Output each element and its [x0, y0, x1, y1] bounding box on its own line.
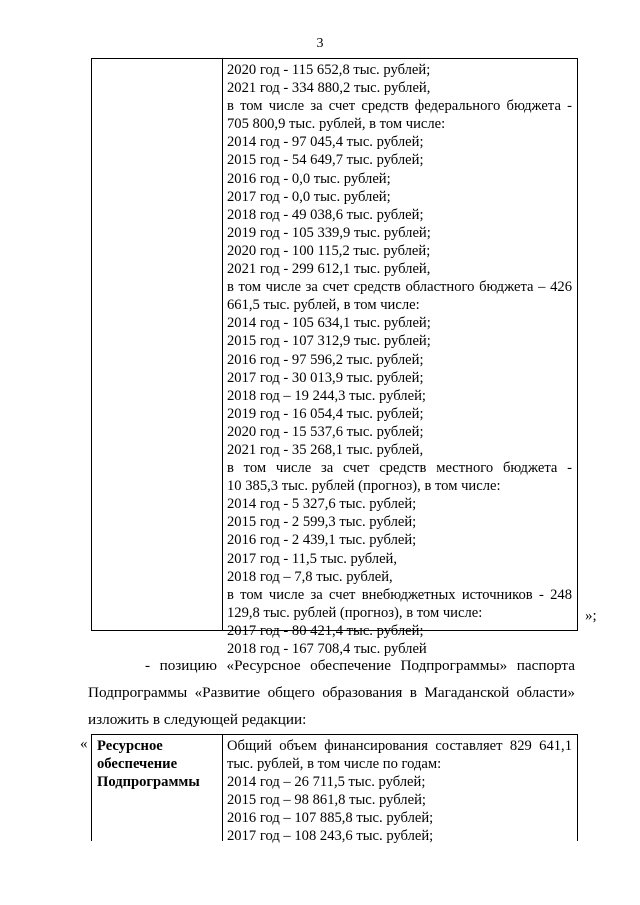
- funding-details-cell: [227, 61, 572, 658]
- header-line: Подпрограммы: [97, 774, 200, 790]
- resource-provision-header-cell: [97, 737, 217, 791]
- funding-line: 2014 год - 97 045,4 тыс. рублей;: [227, 134, 424, 151]
- funding-line: в том числе за счет средств областного бюджета – 426: [227, 279, 572, 296]
- funding-line: 10 385,3 тыс. рублей (прогноз), в том числе:: [227, 478, 501, 495]
- funding-line: 2015 год - 2 599,3 тыс. рублей;: [227, 514, 417, 531]
- funding-line: 2014 год – 26 711,5 тыс. рублей;: [227, 774, 426, 791]
- amendment-paragraph-line-2: Подпрограммы «Развитие общего образования в Магаданской области»: [88, 684, 575, 701]
- opening-quote: «: [80, 736, 88, 752]
- funding-line: 2015 год - 107 312,9 тыс. рублей;: [227, 333, 431, 350]
- funding-line: 2016 год - 0,0 тыс. рублей;: [227, 170, 391, 187]
- funding-line: 2017 год - 80 421,4 тыс. рублей;: [227, 622, 424, 639]
- funding-line: 2018 год - 167 708,4 тыс. рублей: [227, 641, 427, 657]
- funding-line: 2019 год - 16 054,4 тыс. рублей;: [227, 405, 424, 422]
- funding-line: 2020 год - 115 652,8 тыс. рублей;: [227, 62, 431, 78]
- funding-line: 2014 год - 5 327,6 тыс. рублей;: [227, 496, 417, 513]
- funding-line: в том числе за счет внебюджетных источников - 248: [227, 586, 572, 603]
- funding-line: 2016 год - 97 596,2 тыс. рублей;: [227, 351, 424, 368]
- funding-line: 2016 год – 107 885,8 тыс. рублей;: [227, 810, 434, 827]
- funding-line: 2020 год - 15 537,6 тыс. рублей;: [227, 423, 424, 440]
- funding-line: 2016 год - 2 439,1 тыс. рублей;: [227, 532, 417, 549]
- funding-line: 2015 год - 54 649,7 тыс. рублей;: [227, 152, 424, 169]
- funding-line: 2018 год – 7,8 тыс. рублей,: [227, 568, 393, 585]
- funding-line: Общий объем финансирования составляет 829 641,1: [227, 738, 572, 754]
- funding-line: 2017 год - 11,5 тыс. рублей,: [227, 550, 398, 567]
- funding-line: 2021 год - 299 612,1 тыс. рублей,: [227, 261, 431, 278]
- funding-line: 2021 год - 334 880,2 тыс. рублей,: [227, 80, 431, 97]
- table-column-divider: [222, 735, 223, 841]
- funding-line: 2021 год - 35 268,1 тыс. рублей,: [227, 441, 424, 458]
- funding-line: 2018 год – 19 244,3 тыс. рублей;: [227, 387, 426, 404]
- funding-line: 2017 год - 30 013,9 тыс. рублей;: [227, 369, 424, 386]
- funding-table-continued: [91, 58, 578, 657]
- funding-line: 2017 год – 108 243,6 тыс. рублей;: [227, 828, 434, 845]
- funding-line: 2015 год – 98 861,8 тыс. рублей;: [227, 792, 426, 809]
- funding-line: 661,5 тыс. рублей, в том числе:: [227, 297, 420, 314]
- funding-line: 2014 год - 105 634,1 тыс. рублей;: [227, 315, 431, 332]
- funding-line: в том числе за счет средств местного бюджета -: [227, 460, 572, 477]
- page-number: 3: [316, 36, 324, 51]
- funding-line: 705 800,9 тыс. рублей, в том числе:: [227, 116, 446, 133]
- resource-provision-details-cell: [227, 737, 572, 846]
- closing-quote: »;: [585, 608, 597, 624]
- funding-line: 2020 год - 100 115,2 тыс. рублей;: [227, 242, 431, 259]
- funding-line: 2019 год - 105 339,9 тыс. рублей;: [227, 224, 431, 241]
- header-line: обеспечение: [97, 756, 178, 772]
- funding-line: в том числе за счет средств федерального бюджета -: [227, 98, 572, 115]
- funding-line: 2018 год - 49 038,6 тыс. рублей;: [227, 206, 424, 223]
- amendment-paragraph-line-3: изложить в следующей редакции:: [88, 711, 307, 728]
- table-column-divider: [222, 59, 223, 630]
- funding-line: 129,8 тыс. рублей (прогноз), в том числе:: [227, 604, 483, 621]
- resource-provision-table: [91, 734, 578, 845]
- funding-line: тыс. рублей, в том числе по годам:: [227, 756, 442, 773]
- header-line: Ресурсное: [97, 738, 163, 754]
- amendment-paragraph-line-1: - позицию «Ресурсное обеспечение Подпрограммы» паспорта: [145, 657, 575, 674]
- funding-line: 2017 год - 0,0 тыс. рублей;: [227, 188, 391, 205]
